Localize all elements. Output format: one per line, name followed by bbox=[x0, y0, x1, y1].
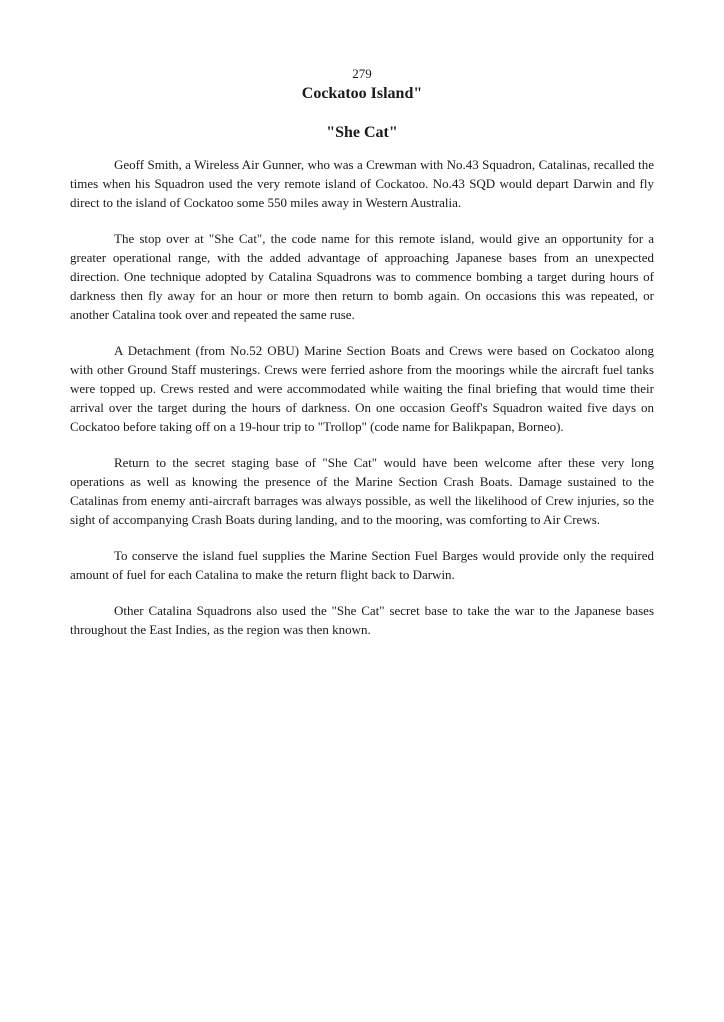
paragraph: A Detachment (from No.52 OBU) Marine Section Boats and Crews were based on Cockatoo along with other Ground Staff musterings. Crews were ferried ashore from the moorings while the aircraft fuel tanks were topped up. Crews rested and were accommodated while waiting the final briefing that would time their arrival over the target during the hours of darkness. On one occasion Geoff's Squadron waited five days on Cockatoo before taking off on a 19-hour trip to "Trollop" (code name for Balikpapan, Borneo). bbox=[70, 343, 654, 434]
paragraph: To conserve the island fuel supplies the Marine Section Fuel Barges would provide only the required amount of fuel for each Catalina to make the return flight back to Darwin. bbox=[70, 548, 654, 582]
paragraph: Return to the secret staging base of "She Cat" would have been welcome after these very long operations as well as knowing the presence of the Marine Section Crash Boats. Damage sustained to the Catalinas from enemy anti-aircraft barrages was always possible, as well the likelihood of Crew injuries, so the sight of accompanying Crash Boats during landing, and to the mooring, was comforting to Air Crews. bbox=[70, 455, 654, 527]
body-text bbox=[70, 155, 654, 639]
paragraph: Geoff Smith, a Wireless Air Gunner, who was a Crewman with No.43 Squadron, Catalinas, recalled the times when his Squadron used the very remote island of Cockatoo. No.43 SQD would depart Darwin and fly direct to the island of Cockatoo some 550 miles away in Western Australia. bbox=[70, 157, 654, 210]
paragraph: Other Catalina Squadrons also used the "She Cat" secret base to take the war to the Japanese bases throughout the East Indies, as the region was then known. bbox=[70, 603, 654, 637]
paragraph: The stop over at "She Cat", the code name for this remote island, would give an opportunity for a greater operational range, with the added advantage of approaching Japanese bases from an unexpected direction. One technique adopted by Catalina Squadrons was to commence bombing a target during hours of darkness then fly away for an hour or more then return to bomb again. On occasions this was repeated, or another Catalina took over and repeated the same ruse. bbox=[70, 231, 654, 322]
chapter-title: Cockatoo Island" bbox=[301, 85, 423, 102]
chapter-subtitle: "She Cat" bbox=[326, 124, 398, 141]
page-number: 279 bbox=[352, 66, 372, 81]
document-page bbox=[70, 66, 654, 656]
